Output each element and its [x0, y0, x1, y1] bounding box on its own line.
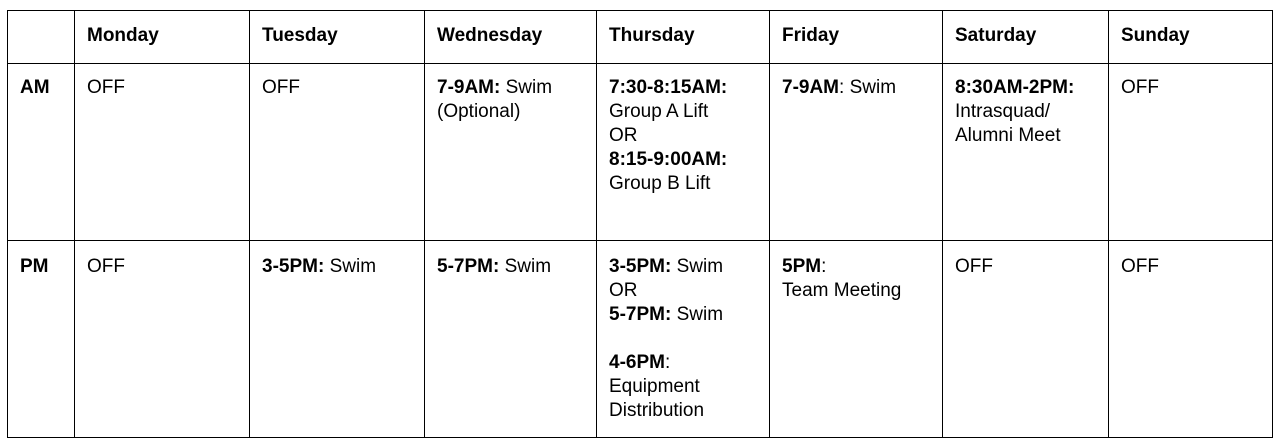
- header-row: [8, 11, 1273, 64]
- am-thursday-or: OR: [609, 125, 638, 146]
- am-saturday-time: [955, 76, 1096, 100]
- pm-wednesday-cell: [425, 241, 597, 438]
- pm-row: [8, 241, 1273, 438]
- pm-thursday-line1: [609, 255, 757, 279]
- pm-thursday-line2: [609, 303, 757, 327]
- am-friday-cell: [770, 64, 943, 241]
- pm-thursday-activity2: Swim: [671, 304, 724, 325]
- pm-thursday-activity1: Swim: [671, 256, 724, 277]
- pm-tuesday-time: 3-5PM:: [262, 256, 325, 277]
- am-thursday-time2: [609, 148, 757, 172]
- pm-thursday-time1: 3-5PM:: [609, 256, 672, 277]
- pm-wednesday-time: 5-7PM:: [437, 256, 500, 277]
- pm-tuesday-cell: [250, 241, 425, 438]
- day-header-wednesday: Wednesday: [425, 11, 597, 64]
- am-tuesday-cell: OFF: [250, 64, 425, 241]
- pm-friday-line2: Team Meeting: [782, 280, 902, 301]
- pm-tuesday-activity: Swim: [324, 256, 377, 277]
- pm-thursday-time2: 5-7PM:: [609, 304, 672, 325]
- am-saturday-time-text: 8:30AM-2PM:: [955, 77, 1075, 98]
- am-wednesday-time: 7-9AM:: [437, 77, 501, 98]
- pm-saturday-cell: OFF: [943, 241, 1109, 438]
- pm-row-label: PM: [8, 241, 75, 438]
- pm-sunday-cell: OFF: [1109, 241, 1273, 438]
- pm-thursday-line3: [609, 351, 757, 375]
- am-thursday-time1: [609, 76, 757, 100]
- pm-friday-line1: [782, 255, 930, 279]
- pm-tuesday-line: [262, 255, 412, 279]
- am-thursday-time2-text: 8:15-9:00AM:: [609, 149, 728, 170]
- pm-thursday-line-a: Equipment: [609, 376, 700, 397]
- am-friday-activity: : Swim: [839, 77, 897, 98]
- pm-thursday-cell: [597, 241, 770, 438]
- am-friday-time: 7-9AM: [782, 77, 840, 98]
- pm-thursday-colon3: :: [664, 352, 671, 373]
- am-friday-line: [782, 76, 930, 100]
- pm-wednesday-activity: Swim: [499, 256, 552, 277]
- pm-monday-cell: OFF: [75, 241, 250, 438]
- am-wednesday-note: (Optional): [437, 101, 521, 122]
- pm-thursday-line-b: Distribution: [609, 400, 705, 421]
- am-monday-cell: OFF: [75, 64, 250, 241]
- day-header-tuesday: Tuesday: [250, 11, 425, 64]
- day-header-sunday: Sunday: [1109, 11, 1273, 64]
- pm-friday-time: 5PM: [782, 256, 822, 277]
- am-sunday-cell: OFF: [1109, 64, 1273, 241]
- pm-thursday-time3: 4-6PM: [609, 352, 665, 373]
- pm-friday-colon: :: [821, 256, 827, 277]
- pm-wednesday-line: [437, 255, 584, 279]
- am-wednesday-cell: [425, 64, 597, 241]
- day-header-saturday: Saturday: [943, 11, 1109, 64]
- schedule-table: [7, 10, 1273, 438]
- am-wednesday-activity: Swim: [500, 77, 553, 98]
- am-row-label: AM: [8, 64, 75, 241]
- am-thursday-time1-text: 7:30-8:15AM:: [609, 77, 728, 98]
- pm-friday-cell: [770, 241, 943, 438]
- am-thursday-activity1: Group A Lift: [609, 101, 709, 122]
- am-saturday-line3: Alumni Meet: [955, 125, 1061, 146]
- am-wednesday-line: [437, 76, 584, 100]
- day-header-friday: Friday: [770, 11, 943, 64]
- am-saturday-cell: [943, 64, 1109, 241]
- am-thursday-cell: [597, 64, 770, 241]
- day-header-thursday: Thursday: [597, 11, 770, 64]
- pm-thursday-or: OR: [609, 280, 638, 301]
- am-saturday-line2: Intrasquad/: [955, 101, 1051, 122]
- am-row: [8, 64, 1273, 241]
- am-thursday-activity2: Group B Lift: [609, 173, 711, 194]
- day-header-monday: Monday: [75, 11, 250, 64]
- corner-cell: [8, 11, 75, 64]
